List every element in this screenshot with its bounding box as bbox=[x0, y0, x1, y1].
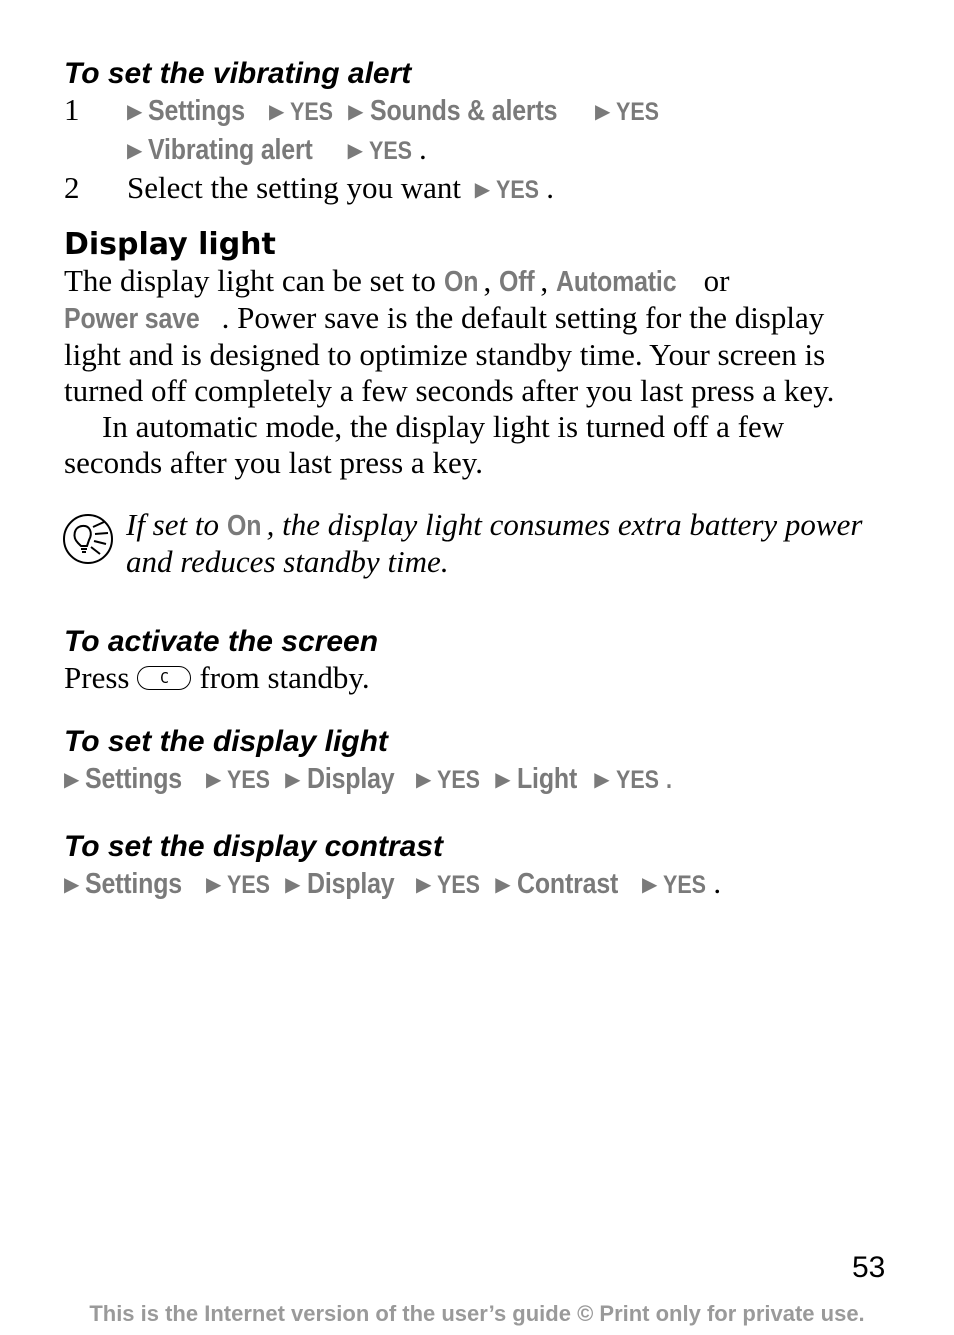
activate-text bbox=[64, 660, 874, 696]
yes-key: YES bbox=[437, 766, 481, 794]
option-on: On bbox=[443, 266, 478, 298]
step-number: 1 bbox=[64, 92, 80, 127]
yes-key: YES bbox=[290, 98, 334, 126]
footer-notice: This is the Internet version of the user’s guide © Print only for private use. bbox=[89, 1301, 865, 1326]
menu-item-settings: Settings bbox=[148, 95, 246, 127]
arrow-right-icon: ▶ bbox=[127, 138, 143, 162]
text: . Power save is the default setting for the display light and is designed to optimize standby time. Your screen is turned off completely a few seconds after you last press a key. bbox=[64, 300, 835, 408]
arrow-right-icon: ▶ bbox=[285, 767, 301, 791]
option-automatic: Automatic bbox=[555, 266, 677, 298]
option-on: On bbox=[226, 510, 262, 542]
menu-path bbox=[64, 760, 874, 799]
tip-text: , the display light consumes extra battery power and reduces standby time. bbox=[126, 507, 863, 579]
arrow-right-icon: ▶ bbox=[64, 767, 80, 791]
paragraph-display-light: The display light can be set to On , Off , Automatic or Power save . Power save is the default setting for the display light and is designed to optimize standby time. Your screen is turned off completely a few seconds after you last press a key. bbox=[64, 263, 835, 408]
step-1 bbox=[64, 92, 874, 170]
arrow-right-icon: ▶ bbox=[416, 767, 432, 791]
yes-key: YES bbox=[616, 98, 660, 126]
menu-path: ▶ Settings ▶ YES ▶ Display ▶ YES ▶ Contrast ▶ YES . bbox=[64, 865, 874, 904]
menu-item-display: Display bbox=[306, 763, 395, 795]
step-2: 2 Select the setting you want ▶ YES . bbox=[64, 170, 874, 209]
arrow-right-icon: ▶ bbox=[641, 872, 658, 896]
heading-set-display-contrast: To set the display contrast bbox=[64, 830, 443, 863]
tip-box bbox=[64, 507, 874, 580]
step-text: Select the setting you want bbox=[127, 170, 462, 205]
menu-item-sounds-alerts: Sounds & alerts bbox=[369, 95, 557, 127]
arrow-right-icon: ▶ bbox=[348, 99, 364, 123]
arrow-right-icon: ▶ bbox=[347, 138, 363, 162]
arrow-right-icon: ▶ bbox=[495, 872, 511, 896]
paragraph-automatic-mode: In automatic mode, the display light is turned off a few seconds after you last press a key. bbox=[64, 409, 785, 480]
arrow-right-icon: ▶ bbox=[205, 872, 222, 896]
text: The display light can be set to bbox=[64, 263, 444, 298]
arrow-right-icon: ▶ bbox=[268, 99, 285, 123]
menu-path: ▶ Vibrating alert ▶ YES . bbox=[127, 131, 874, 170]
arrow-right-icon: ▶ bbox=[594, 767, 610, 791]
menu-item-light: Light bbox=[516, 763, 577, 795]
menu-item-display: Display bbox=[306, 868, 395, 900]
yes-key: YES bbox=[496, 176, 540, 204]
menu-item-contrast: Contrast bbox=[516, 868, 618, 900]
tip-text: If set to bbox=[126, 507, 227, 542]
option-off: Off bbox=[499, 266, 535, 298]
heading-vibrating-alert: To set the vibrating alert bbox=[64, 57, 412, 90]
arrow-right-icon: ▶ bbox=[205, 767, 222, 791]
heading-set-display-light: To set the display light bbox=[64, 725, 388, 758]
heading-display-light: Display light bbox=[64, 227, 276, 262]
arrow-right-icon: ▶ bbox=[595, 99, 611, 123]
arrow-right-icon: ▶ bbox=[127, 99, 143, 123]
menu-item-vibrating-alert: Vibrating alert bbox=[148, 134, 314, 166]
arrow-right-icon: ▶ bbox=[416, 872, 432, 896]
arrow-right-icon: ▶ bbox=[474, 177, 491, 201]
c-key-icon: C bbox=[137, 666, 191, 690]
option-power-save: Power save bbox=[64, 303, 200, 335]
lightbulb-tip-icon bbox=[62, 513, 114, 565]
text: or bbox=[695, 263, 730, 298]
yes-key: YES bbox=[369, 137, 413, 165]
yes-key: YES bbox=[227, 766, 271, 794]
yes-key: YES bbox=[227, 871, 271, 899]
step-number: 2 bbox=[64, 170, 80, 205]
text: from standby. bbox=[199, 660, 370, 695]
menu-item-settings: Settings bbox=[85, 763, 183, 795]
arrow-right-icon: ▶ bbox=[285, 872, 301, 896]
menu-path bbox=[127, 92, 874, 131]
yes-key: YES bbox=[437, 871, 481, 899]
page-content bbox=[64, 56, 874, 904]
period: . bbox=[665, 766, 672, 794]
text: Press bbox=[64, 660, 130, 695]
yes-key: YES bbox=[615, 766, 659, 794]
yes-key: YES bbox=[663, 871, 707, 899]
page-number: 53 bbox=[852, 1251, 886, 1284]
heading-activate-screen: To activate the screen bbox=[64, 625, 379, 658]
arrow-right-icon: ▶ bbox=[64, 872, 80, 896]
arrow-right-icon: ▶ bbox=[495, 767, 511, 791]
menu-item-settings: Settings bbox=[85, 868, 183, 900]
